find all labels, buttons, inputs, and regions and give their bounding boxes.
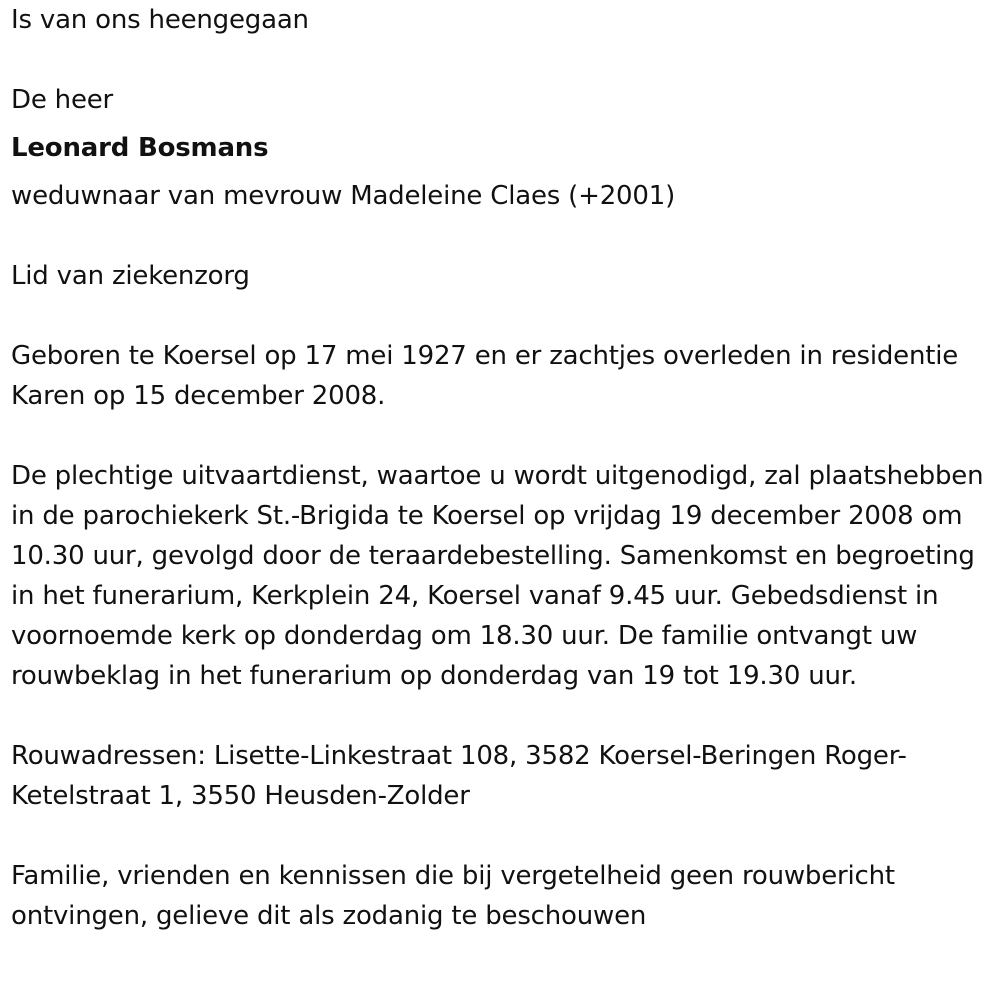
- intro-line: Is van ons heengegaan: [11, 5, 309, 35]
- membership-line: Lid van ziekenzorg: [11, 261, 250, 291]
- ceremony-paragraph: De plechtige uitvaartdienst, waartoe u wordt uitgenodigd, zal plaatshebben in de parochiekerk St.-Brigida te Koersel op vrijdag 19 december 2008 om 10.30 uur, gevolgd door de teraardebestelling. Samenkomst en begroeting in het funerarium, Kerkplein 24, Koersel vanaf 9.45 uur. Gebedsdienst in voornoemde kerk op donderdag om 18.30 uur. De familie ontvangt uw rouwbeklag in het funerarium op donderdag van 19 tot 19.30 uur.: [11, 461, 984, 691]
- addresses-paragraph: Rouwadressen: Lisette-Linkestraat 108, 3582 Koersel-Beringen Roger-Ketelstraat 1, 3550 Heusden-Zolder: [11, 741, 907, 811]
- deceased-name: Leonard Bosmans: [11, 133, 269, 163]
- widower-line: weduwnaar van mevrouw Madeleine Claes (+2001): [11, 181, 676, 211]
- closing-paragraph: Familie, vrienden en kennissen die bij vergetelheid geen rouwbericht ontvingen, gelieve dit als zodanig te beschouwen: [11, 861, 895, 931]
- obituary-document: [11, 0, 986, 936]
- spacer: [11, 40, 986, 80]
- spacer: [11, 296, 986, 336]
- birth-death-paragraph: Geboren te Koersel op 17 mei 1927 en er zachtjes overleden in residentie Karen op 15 december 2008.: [11, 341, 959, 411]
- spacer: [11, 816, 986, 856]
- spacer: [11, 416, 986, 456]
- spacer: [11, 216, 986, 256]
- honorific: De heer: [11, 85, 114, 115]
- spacer: [11, 696, 986, 736]
